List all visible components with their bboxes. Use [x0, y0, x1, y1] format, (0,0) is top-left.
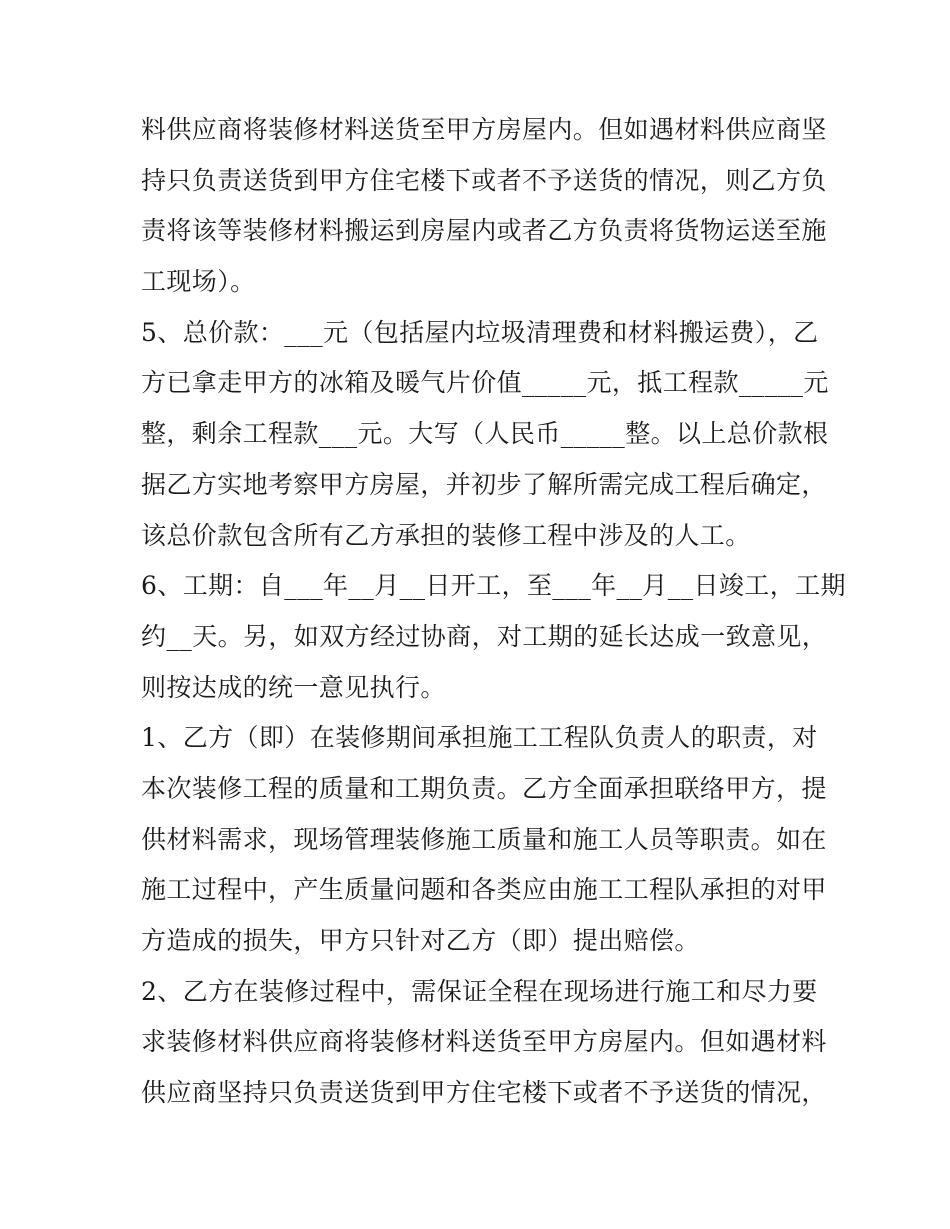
- text-line: 求装修材料供应商将装修材料送货至甲方房屋内。但如遇材料: [141, 1027, 827, 1057]
- text-line: 方造成的损失，甲方只针对乙方（即）提出赔偿。: [141, 926, 700, 955]
- text-line: 工现场）。: [141, 267, 256, 297]
- text-line: 责将该等装修材料搬运到房屋内或者乙方负责将货物运送至施: [141, 216, 827, 246]
- clause-2-onsite: 2、乙方在装修过程中，需保证全程在现场进行施工和尽力要: [141, 976, 818, 1006]
- clause-1-responsibility: 1、乙方（即）在装修期间承担施工工程队负责人的职责，对: [141, 723, 818, 753]
- text-line: 该总价款包含所有乙方承担的装修工程中涉及的人工。: [141, 520, 751, 550]
- text-line: 供材料需求，现场管理装修施工质量和施工人员等职责。如在: [141, 824, 827, 854]
- text-line: 方已拿走甲方的冰箱及暖气片价值_____元，抵工程款_____元: [141, 368, 829, 398]
- clause-5-total-price: 5、总价款：___元（包括屋内垃圾清理费和材料搬运费），乙: [141, 317, 819, 347]
- contract-text: [141, 105, 846, 1119]
- text-line: 本次装修工程的质量和工期负责。乙方全面承担联络甲方，提: [141, 773, 827, 803]
- text-line: 料供应商将装修材料送货至甲方房屋内。但如遇材料供应商坚: [141, 115, 827, 144]
- text-line: 持只负责送货到甲方住宅楼下或者不予送货的情况，则乙方负: [141, 165, 827, 195]
- clause-6-schedule: 6、工期：自___年__月__日开工，至___年__月__日竣工，工期: [141, 571, 846, 601]
- text-line: 整，剩余工程款___元。大写（人民币_____整。以上总价款根: [141, 419, 829, 449]
- text-line: 施工过程中，产生质量问题和各类应由施工工程队承担的对甲: [141, 875, 827, 905]
- text-line: 则按达成的统一意见执行。: [141, 672, 446, 702]
- text-line: 约__天。另，如双方经过协商，对工期的延长达成一致意见，: [141, 621, 828, 651]
- text-line: 据乙方实地考察甲方房屋，并初步了解所需完成工程后确定，: [141, 469, 827, 499]
- text-line: 供应商坚持只负责送货到甲方住宅楼下或者不予送货的情况，: [141, 1078, 827, 1108]
